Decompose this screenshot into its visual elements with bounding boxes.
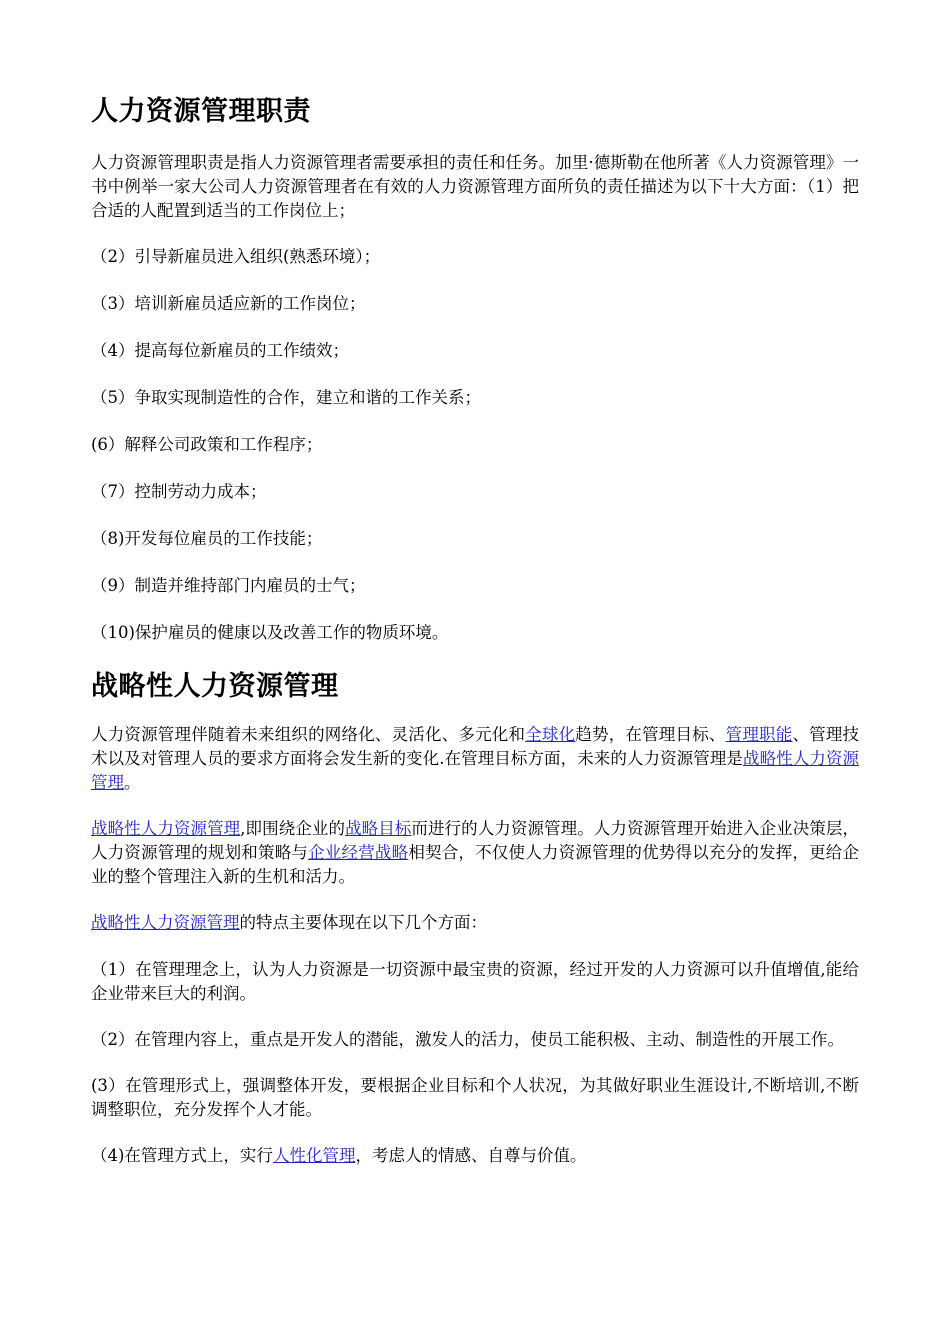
- link-business-strategy[interactable]: 企业经营战略: [308, 843, 409, 862]
- duty-item-6: (6）解释公司政策和工作程序；: [91, 435, 323, 454]
- duty-item-2: （2）引导新雇员进入组织(熟悉环境）；: [91, 247, 381, 266]
- link-strategic-goals[interactable]: 战略目标: [345, 819, 412, 838]
- text: 相契合，不仅使人力资源管理的优势得以充分的发挥，更给企业的整个管理注入新的生机和活力。: [91, 843, 860, 886]
- link-strategic-hrm[interactable]: 战略性人力资源管理: [91, 819, 241, 838]
- feature-4: [91, 1144, 859, 1168]
- text: （4)在管理方式上，实行: [91, 1146, 273, 1165]
- section-title-strategic-hrm: 战略性人力资源管理: [91, 671, 339, 702]
- feature-2: （2）在管理内容上，重点是开发人的潜能，激发人的活力，使员工能积极、主动、制造性的开展工作。: [91, 1030, 844, 1049]
- text: 趋势，在管理目标、: [575, 725, 726, 744]
- feature-3: (3）在管理形式上，强调整体开发，要根据企业目标和个人状况，为其做好职业生涯设计,不断培训,不断调整职位，充分发挥个人才能。: [91, 1076, 859, 1119]
- duty-item-8: （8)开发每位雇员的工作技能；: [91, 529, 323, 548]
- duty-item-7: （7）控制劳动力成本；: [91, 482, 267, 501]
- strategic-hrm-features-intro: [91, 911, 859, 935]
- strategic-hrm-paragraph-1: [91, 723, 859, 795]
- duty-item-9: （9）制造并维持部门内雇员的士气；: [91, 576, 366, 595]
- duty-item-5: （5）争取实现制造性的合作，建立和谐的工作关系；: [91, 388, 481, 407]
- strategic-hrm-paragraph-2: [91, 817, 859, 889]
- text: 、管理技术以及对管理人员的要求方面将会发生新的变化.在管理目标方面，未来的人力资源管理是: [91, 725, 860, 768]
- hr-duties-intro: 人力资源管理职责是指人力资源管理者需要承担的责任和任务。加里·德斯勒在他所著《人力资源管理》一书中例举一家大公司人力资源管理者在有效的人力资源管理方面所负的责任描述为以下十大方面：（1）把合适的人配置到适当的工作岗位上；: [91, 153, 859, 220]
- text: ，考虑人的情感、自尊与价值。: [355, 1146, 587, 1165]
- duty-item-4: （4）提高每位新雇员的工作绩效；: [91, 341, 349, 360]
- link-strategic-hrm[interactable]: 战略性人力资源管理: [91, 749, 860, 792]
- document-page: [91, 92, 859, 1168]
- link-management-functions[interactable]: 管理职能: [725, 725, 793, 744]
- text: 而进行的人力资源管理。人力资源管理开始进入企业决策层，人力资源管理的规划和策略与: [91, 819, 860, 862]
- feature-1: （1）在管理理念上，认为人力资源是一切资源中最宝贵的资源，经过开发的人力资源可以升值增值,能给企业带来巨大的利润。: [91, 960, 859, 1003]
- text: 。: [124, 773, 141, 792]
- duty-item-10: （10)保护雇员的健康以及改善工作的物质环境。: [91, 623, 449, 642]
- section-title-hr-duties: 人力资源管理职责: [91, 96, 311, 127]
- link-humanized-management[interactable]: 人性化管理: [272, 1146, 356, 1165]
- link-globalization[interactable]: 全球化: [525, 725, 576, 744]
- text: 的特点主要体现在以下几个方面：: [239, 913, 487, 932]
- link-strategic-hrm[interactable]: 战略性人力资源管理: [91, 913, 240, 932]
- text: 人力资源管理伴随着未来组织的网络化、灵活化、多元化和: [91, 725, 526, 744]
- duty-item-3: （3）培训新雇员适应新的工作岗位；: [91, 294, 366, 313]
- text: ,即围绕企业的: [240, 819, 346, 838]
